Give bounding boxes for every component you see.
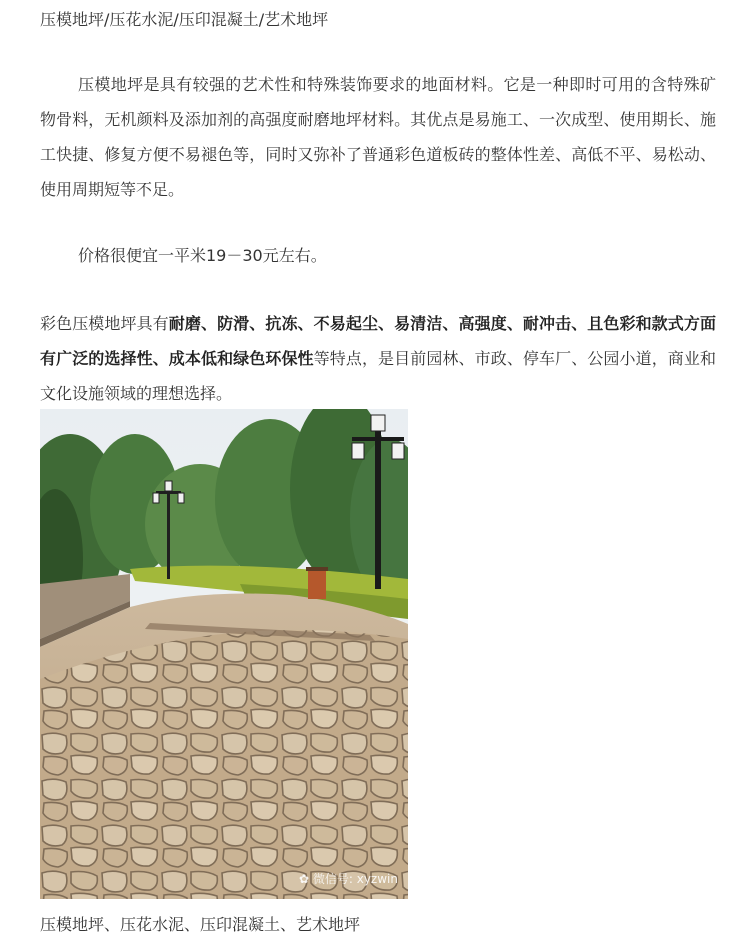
- features-tail: 等特点，是目前园林、市政、停车厂、公园小道，商业和文化设施领域的理想选择。: [40, 349, 716, 403]
- price-paragraph: 价格很便宜一平米19－30元左右。: [78, 246, 327, 265]
- image-caption: 压模地坪、压花水泥、压印混凝土、艺术地坪: [40, 915, 361, 934]
- intro-paragraph: 压模地坪是具有较强的艺术性和特殊装饰要求的地面材料。它是一种即时可用的含特殊矿物骨料，无机颜料及添加剂的高强度耐磨地坪材料。其优点是易施工、一次成型、使用期长、施工快捷、修复方便不易褪色等，同时又弥补了普通彩色道板砖的整体性差、高低不平、易松动、使用周期短等不足。: [40, 75, 716, 199]
- wechat-icon: ✿: [298, 872, 310, 886]
- features-lead: 彩色压模地坪具有: [40, 314, 169, 333]
- stamped-concrete-photo: [40, 409, 408, 899]
- watermark: ✿ 微信号: xyzwin: [298, 872, 398, 886]
- page-title: 压模地坪/压花水泥/压印混凝土/艺术地坪: [40, 10, 329, 29]
- features-paragraph: [40, 306, 716, 411]
- features-highlight: 耐磨、防滑、抗冻、不易起尘、易清洁、高强度、耐冲击、且色彩和款式方面有广泛的选择性、成本低和绿色环保性: [40, 314, 716, 368]
